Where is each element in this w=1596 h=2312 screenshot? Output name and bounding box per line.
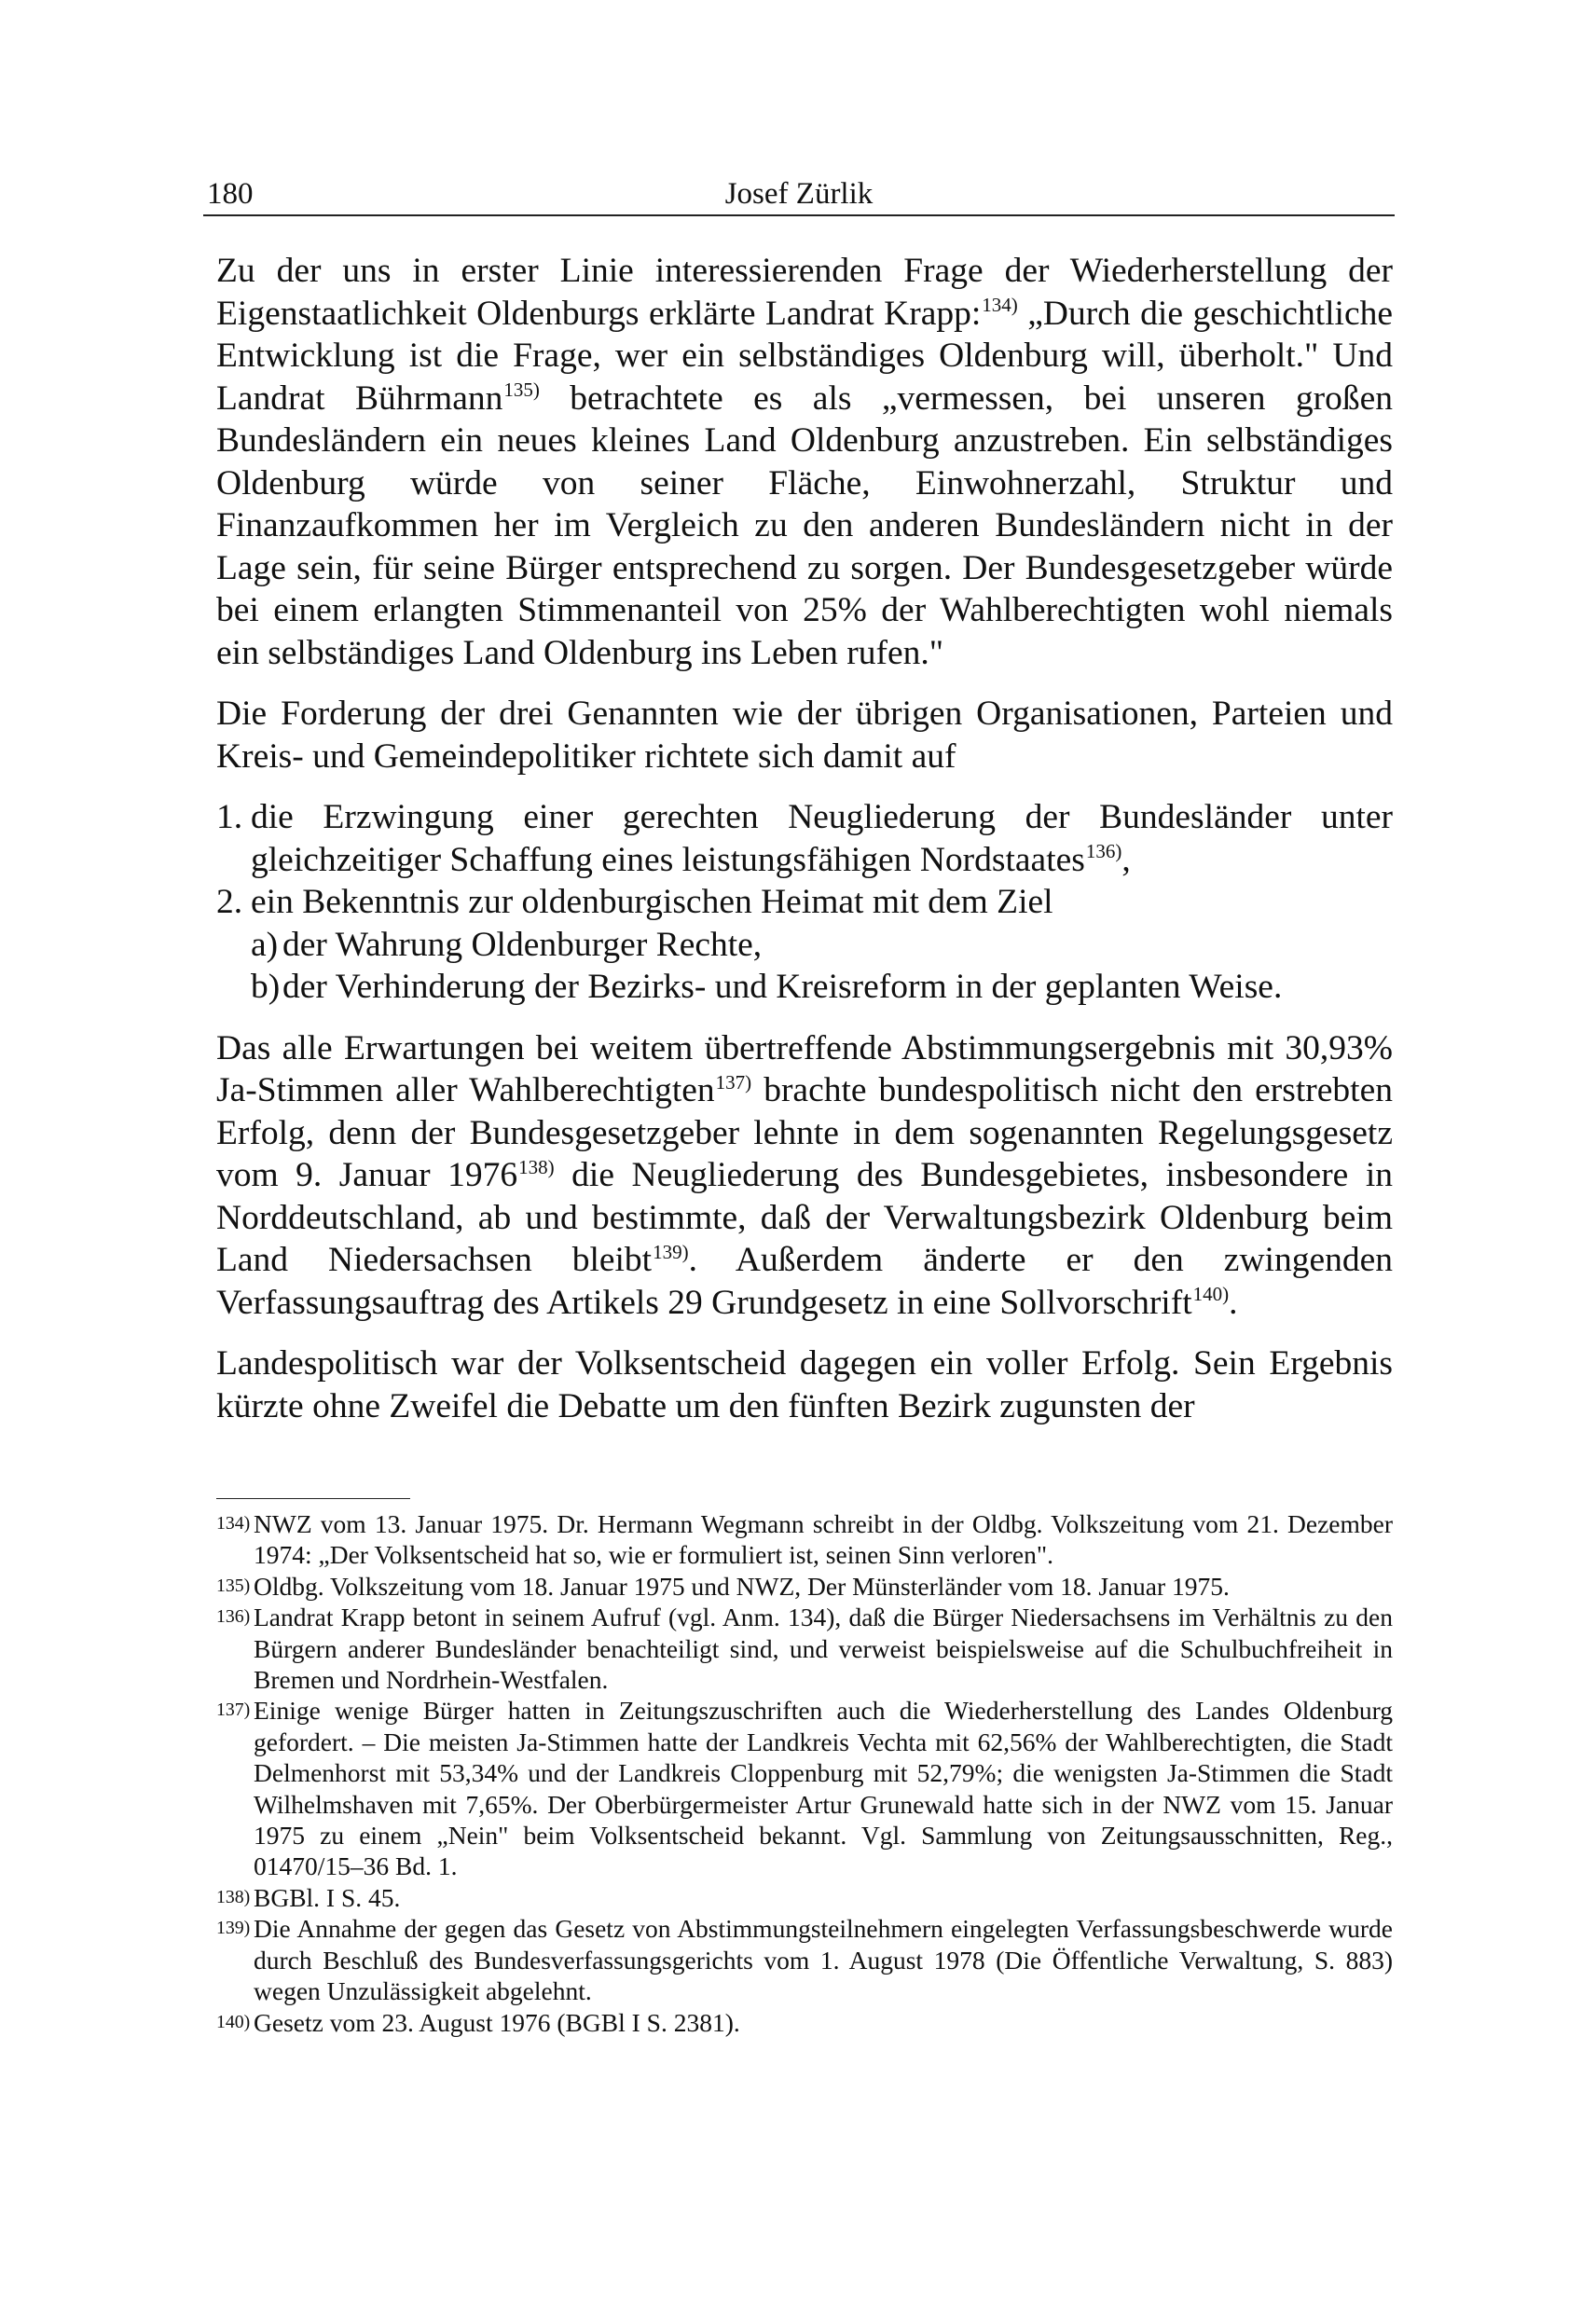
footnote-ref-139[interactable]: 139) xyxy=(653,1240,689,1263)
list-item xyxy=(216,881,1393,1009)
list-item-punctuation: , xyxy=(1121,840,1131,879)
footnote xyxy=(216,2007,1393,2038)
footnote-mark: 136) xyxy=(216,1606,251,1628)
running-head-author: Josef Zürlik xyxy=(724,177,874,211)
paragraph-1-text-a: Zu der uns in erster Linie interessierenden Frage der Wiederherstellung der Eigenstaatlichkeit Oldenburgs erklärte Landrat Krapp: xyxy=(216,252,1393,333)
list-item-label: 2. xyxy=(216,883,243,921)
footnote-divider xyxy=(216,1498,410,1499)
footnote-mark: 140) xyxy=(216,2011,251,2032)
footnote-mark: 139) xyxy=(216,1918,251,1939)
footnote-text: Oldbg. Volkszeitung vom 18. Januar 1975 und NWZ, Der Münsterländer vom 18. Januar 1975. xyxy=(254,1571,1230,1601)
paragraph-1 xyxy=(216,250,1393,674)
footnote-ref-140[interactable]: 140) xyxy=(1192,1283,1230,1306)
footnotes xyxy=(216,1508,1393,2038)
sub-list-label: a) xyxy=(251,925,279,964)
footnote xyxy=(216,1571,1393,1602)
footnote xyxy=(216,1913,1393,2006)
footnote-text: Die Annahme der gegen das Gesetz von Abstimmungsteilnehmern eingelegten Verfassungsbeschwerde wurde durch Beschluß des Bundesverfassungsgerichts vom 1. August 1978 (Die Öffentliche Verwaltung, S. 883) wegen Unzulässigkeit abgelehnt. xyxy=(254,1914,1393,2006)
list-item-text: ein Bekenntnis zur oldenburgischen Heimat mit dem Ziel xyxy=(251,883,1053,921)
sub-list-item xyxy=(251,966,1393,1009)
list-item-label: 1. xyxy=(216,798,243,836)
running-header xyxy=(203,175,1395,216)
main-text xyxy=(216,250,1393,1427)
footnote-text: Gesetz vom 23. August 1976 (BGBl I S. 2381). xyxy=(254,2007,740,2037)
footnote-mark: 134) xyxy=(216,1513,251,1534)
page-number: 180 xyxy=(207,177,254,211)
sub-list-text: der Verhinderung der Bezirks- und Kreisreform in der geplanten Weise. xyxy=(282,968,1283,1006)
footnote-ref-137[interactable]: 137) xyxy=(715,1070,752,1094)
paragraph-3-text-e: . xyxy=(1229,1283,1238,1322)
footnote-text: Landrat Krapp betont in seinem Aufruf (vgl. Anm. 134), daß die Bürger Niedersachsens im Verhältnis zu den Bürgern anderer Bundesländer benachteiligt sind, und verweist beispielsweise auf die Schulbuchfreiheit in Bremen und Nordrhein-Westfalen. xyxy=(254,1603,1393,1695)
sub-list-label: b) xyxy=(251,968,281,1006)
footnote-text: BGBl. I S. 45. xyxy=(254,1882,401,1912)
footnote-text: Einige wenige Bürger hatten in Zeitungszuschriften auch die Wiederherstellung des Landes Oldenburg gefordert. – Die meisten Ja-Stimmen hatte der Landkreis Vechta mit 62,56% der Wahlberechtigten, die Stadt Delmenhorst mit 53,34% und der Landkreis Cloppenburg mit 52,79%; die wenigsten Ja-Stimmen die Stadt Wilhelmshaven mit 7,65%. Der Oberbürgermeister Artur Grunewald hatte sich in der NWZ vom 15. Januar 1975 zu einem „Nein" beim Volksentscheid bekannt. Vgl. Sammlung von Zeitungsausschnitten, Reg., 01470/15–36 Bd. 1. xyxy=(254,1696,1393,1881)
paragraph-1-text-c: betrachtete es als „vermessen, bei unseren großen Bundesländern ein neues kleines Land Oldenburg anzustreben. Ein selbständiges Oldenburg würde von seiner Fläche, Einwohnerzahl, Struktur und Finanzaufkommen her im Vergleich zu den anderen Bundesländern nicht in der Lage sein, für seine Bürger entsprechend zu sorgen. Der Bundesgesetzgeber würde bei einem erlangten Stimmenanteil von 25% der Wahlberechtigten wohl niemals ein selbständiges Land Oldenburg ins Leben rufen." xyxy=(216,378,1393,672)
footnote-text: NWZ vom 13. Januar 1975. Dr. Hermann Wegmann schreibt in der Oldbg. Volkszeitung vom 21. Dezember 1974: „Der Volksentscheid hat so, wie er formuliert ist, seinen Sinn verloren". xyxy=(254,1509,1393,1570)
sub-list-text: der Wahrung Oldenburger Rechte, xyxy=(282,925,763,964)
footnote-mark: 138) xyxy=(216,1886,251,1907)
paragraph-3-text-a: Das alle Erwartungen bei weitem übertreffende Abstimmungsergebnis mit 30,93% Ja-Stimmen aller Wahlberechtigten xyxy=(216,1028,1393,1109)
list-item-text: die Erzwingung einer gerechten Neugliederung der Bundesländer unter gleichzeitiger Schaffung eines leistungsfähigen Nordstaates xyxy=(251,798,1393,879)
sub-list-item xyxy=(251,924,1393,967)
footnote-ref-134[interactable]: 134) xyxy=(982,294,1018,317)
footnote xyxy=(216,1695,1393,1881)
paragraph-3-text-d: . Außerdem änderte er den zwingenden Verfassungsauftrag des Artikels 29 Grundgesetz in eine Sollvorschrift xyxy=(216,1241,1393,1322)
footnote-ref-135[interactable]: 135) xyxy=(503,378,540,402)
paragraph-3 xyxy=(216,1027,1393,1325)
footnote xyxy=(216,1508,1393,1571)
footnote-mark: 135) xyxy=(216,1575,251,1596)
footnote xyxy=(216,1882,1393,1913)
list-item xyxy=(216,796,1393,881)
demands-list xyxy=(216,796,1393,1009)
paragraph-2: Die Forderung der drei Genannten wie der übrigen Organisationen, Parteien und Kreis- und Gemeindepolitiker richtete sich damit auf xyxy=(216,695,1393,776)
paragraph-4: Landespolitisch war der Volksentscheid dagegen ein voller Erfolg. Sein Ergebnis kürzte ohne Zweifel die Debatte um den fünften Bezirk zugunsten der xyxy=(216,1344,1393,1425)
footnote xyxy=(216,1602,1393,1695)
footnote-mark: 137) xyxy=(216,1700,251,1721)
paragraph-3-text-b: brachte bundespolitisch nicht den erstrebten Erfolg, denn der Bundesgesetzgeber lehnte in dem sogenannten Regelungsgesetz vom 9. Januar 1976 xyxy=(216,1071,1393,1194)
paragraph-1-text-b: „Durch die geschichtliche Entwicklung ist die Frage, wer ein selbständiges Oldenburg will, überholt." Und Landrat Bührmann xyxy=(216,294,1393,418)
footnote-ref-136[interactable]: 136) xyxy=(1085,840,1122,863)
footnote-ref-138[interactable]: 138) xyxy=(518,1155,555,1178)
paragraph-3-text-c: die Neugliederung des Bundesgebietes, insbesondere in Norddeutschland, ab und bestimmte, daß der Verwaltungsbezirk Oldenburg beim Land Niedersachsen bleibt xyxy=(216,1156,1393,1279)
sub-list xyxy=(251,924,1393,1009)
